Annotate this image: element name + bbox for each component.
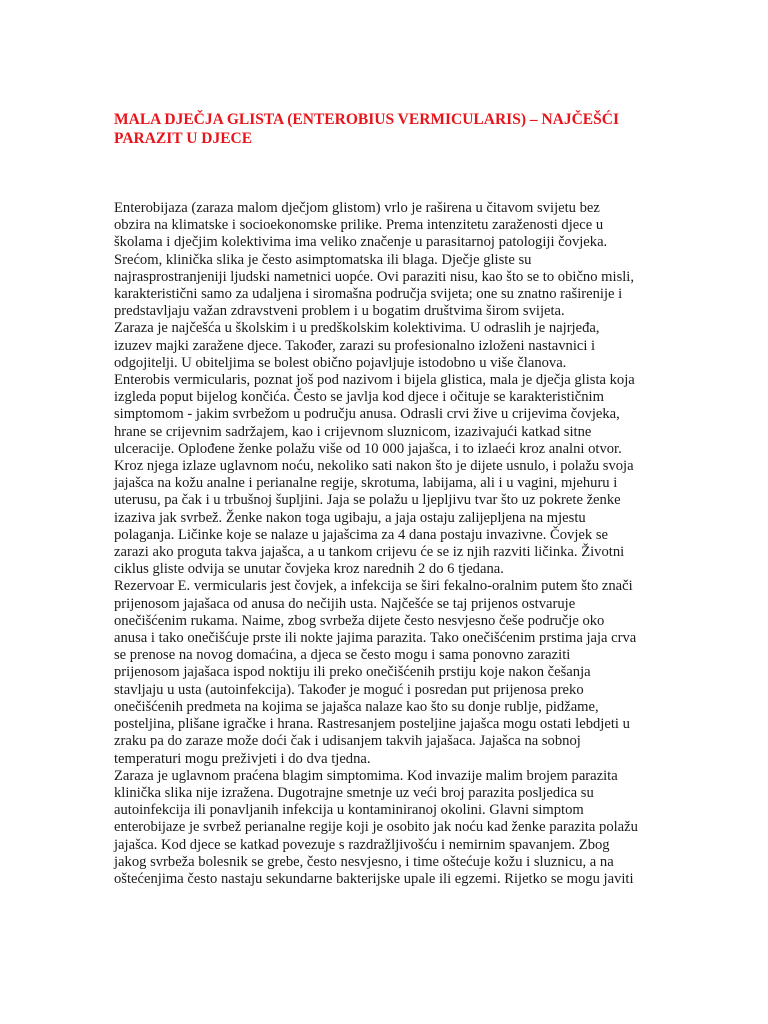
body-text-line: školama i dječjim kolektivima ima veliko značenje u parasitarnoj patologiji čovjeka. (114, 234, 608, 251)
document-title: MALA DJEČJA GLISTA (ENTEROBIUS VERMICULARIS) – NAJČEŠĆI PARAZIT U DJECE (114, 111, 619, 147)
body-text-line: karakteristični samo za udaljena i siromašna područja svijeta; one su znatno raširenije i (114, 286, 623, 303)
body-text-line: onečišćenih predmeta na kojima se jajašca nalaze kao što su donje rublje, pidžame, (114, 698, 599, 715)
body-text-line: Srećom, klinička slika je često asimptomatska ili blaga. Dječje gliste su (114, 251, 532, 268)
body-text-line: jajašca. Kod djece se katkad povezuje s razdražljivošću i nemirnim spavanjem. Zbog (114, 836, 610, 853)
body-text-line: prijenosom jajašaca od anusa do nečijih usta. Najčešće se taj prijenos ostvaruje (114, 595, 576, 612)
body-text-line: Rezervoar E. vermicularis jest čovjek, a infekcija se širi fekalno-oralnim putem što znači (114, 578, 633, 595)
body-text-line: se prenose na novog domaćina, a djeca se često mogu i sama ponovno zaraziti (114, 647, 571, 664)
body-text-line: izgleda poput bijelog končića. Često se javlja kod djece i očituje se karakterističnim (114, 389, 604, 406)
body-text-line: izuzev majki zaražene djece. Također, zarazi su profesionalno izloženi nastavnici i (114, 337, 596, 354)
body-text-line: simptomom - jakim svrbežom u području anusa. Odrasli crvi žive u crijevima čovjeka, (114, 406, 620, 423)
body-text-line: onečišćenim rukama. Naime, zbog svrbeža dijete često nesvjesno češe područje oko (114, 612, 605, 629)
body-text-line: enterobijaze je svrbež perianalne regije koji je osobito jak noću kad ženke parazita polažu (114, 819, 638, 836)
body-text-line: anusa i tako onečišćuje prste ili nokte jajima parazita. Tako onečišćenim prstima jaja crva (114, 630, 637, 647)
body-text-line: hrane se crijevnim sadržajem, kao i crijevnom sluznicom, izazivajući katkad sitne (114, 423, 592, 440)
body-text-line: ulceracije. Oplođene ženke polažu više od 10 000 jajašca, i to izlaeći kroz analni otvor. (114, 440, 622, 457)
body-text-line: posteljina, plišane igračke i hrana. Rastresanjem posteljine jajašca mogu ostati lebdjeti u (114, 716, 630, 733)
body-text-line: obzira na klimatske i socioekonomske prilike. Prema intenzitetu zaraženosti djece u (114, 217, 604, 234)
body-text-line: Enterobijaza (zaraza malom dječjom glistom) vrlo je raširena u čitavom svijetu bez (114, 200, 600, 216)
body-text-line: odgojitelji. U obiteljima se bolest obično pojavljuje istodobno u više članova. (114, 354, 567, 371)
body-text-line: jakog svrbeža bolesnik se grebe, često nesvjesno, i time oštećuje kožu i sluznicu, a na (114, 853, 614, 870)
body-text-line: stavljaju u usta (autoinfekcija). Također je moguć i posredan put prijenosa preko (114, 681, 584, 698)
body-text-line: zarazi ako proguta takva jajašca, a u tankom crijevu će se iz njih razviti ličinka. Životni (114, 544, 625, 561)
body-text-line: Kroz njega izlaze uglavnom noću, nekoliko sati nakon što je dijete usnulo, i polažu svoja (114, 458, 634, 475)
body-text-line: zraku pa do zaraze može doći čak i udisanjem takvih jajašaca. Jajašca na sobnoj (114, 733, 581, 750)
body-text-line: ciklus gliste odvija se unutar čovjeka kroz narednih 2 do 6 tjedana. (114, 561, 504, 578)
body-text-line: jajašca na kožu analne i perianalne regije, skrotuma, labijama, ali i u vagini, mjehuru i (114, 475, 618, 492)
body-text-line: Zaraza je uglavnom praćena blagim simptomima. Kod invazije malim brojem parazita (114, 767, 618, 784)
body-text-line: predstavljaju važan zdravstveni problem i u bogatim društvima širom svijeta. (114, 303, 565, 320)
body-text-line: temperaturi mogu preživjeti i do dva tjedna. (114, 750, 371, 767)
body-text-line: autoinfekcija ili ponavljanih infekcija u kontaminiranoj okolini. Glavni simptom (114, 802, 584, 819)
body-text-line: Zaraza je najčešća u školskim i u predškolskim kolektivima. U odraslih je najrjeđa, (114, 320, 600, 337)
body-text-line: izaziva jak svrbež. Ženke nakon toga ugibaju, a jaja ostaju zalijepljena na mjestu (114, 509, 586, 526)
body-text-line: klinička slika nije izražena. Dugotrajne smetnje uz veći broj parazita posljedica su (114, 784, 594, 801)
body-text-line: polaganja. Ličinke koje se nalaze u jajašcima za 4 dana postaju invazivne. Čovjek se (114, 526, 608, 543)
body-text-line: Enterobis vermicularis, poznat još pod nazivom i bijela glistica, mala je dječja glista koja (114, 372, 635, 389)
body-text-line: prijenosom jajašaca ispod noktiju ili preko onečišćenih prstiju koje nakon češanja (114, 664, 591, 681)
document-body (114, 200, 654, 888)
body-text-line: uterusu, pa čak i u trbušnoj šupljini. Jaja se polažu u ljepljivu tvar što uz pokrete ženke (114, 492, 621, 509)
body-text-line: oštećenjima često nastaju sekundarne bakterijske upale ili egzemi. Rijetko se mogu javiti (114, 870, 634, 887)
body-text-line: najrasprostranjeniji ljudski nametnici uopće. Ovi paraziti nisu, kao što se to obično misli, (114, 268, 635, 285)
